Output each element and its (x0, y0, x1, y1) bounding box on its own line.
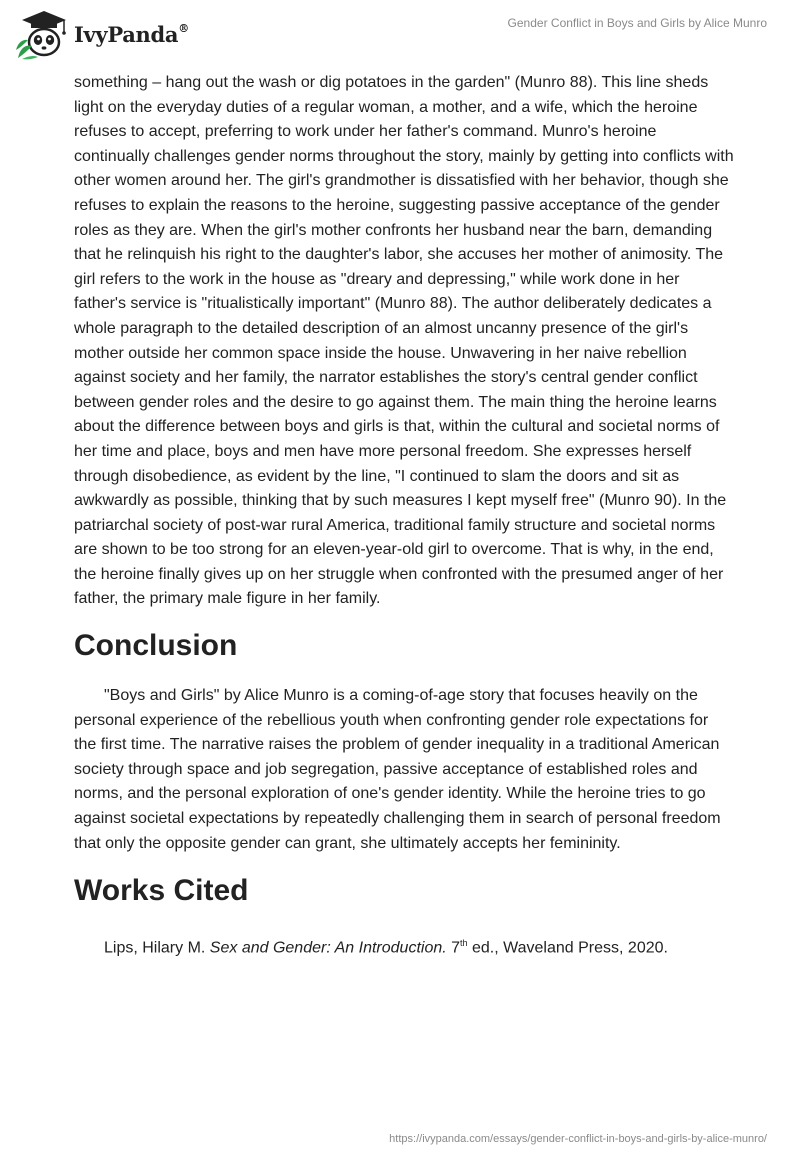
body-paragraph: something – hang out the wash or dig potatoes in the garden" (Munro 88). This line sheds light on the everyday duties of a regular woman, a mother, and a wife, which the heroine refuses to accept, preferring to work under her father's command. Munro's heroine continually challenges gender norms throughout the story, mainly by getting into conflicts with other women around her. The girl's grandmother is dissatisfied with her behavior, though she refuses to explain the reasons to the heroine, suggesting passive acceptance of the gender roles as they are. When the girl's mother confronts her husband near the barn, demanding that he relinquish his right to the daughter's labor, she accuses her mother of animosity. The girl refers to the work in the house as "dreary and depressing," while work done in her father's service is "ritualistically important" (Munro 88). The author deliberately dedicates a whole paragraph to the detailed description of an almost uncanny presence of the girl's mother outside her common space inside the house. Unwavering in her naive rebellion against society and her family, the narrator establishes the story's central gender conflict between gender roles and the desire to go against them. The main thing the heroine learns about the difference between boys and girls is that, within the cultural and societal norms of her time and place, boys and men have more personal freedom. She expresses herself through disobedience, as evident by the line, "I continued to slam the doors and sit as awkwardly as possible, thinking that by such measures I kept myself free" (Munro 90). In the patriarchal society of post-war rural America, traditional family structure and societal norms are shown to be too strong for an eleven-year-old girl to overcome. That is why, in the end, the heroine finally gives up on her struggle when confronted with the presumed anger of her father, the primary male figure in her family. (74, 74, 734, 608)
citation-title: Sex and Gender: An Introduction. (209, 939, 447, 957)
logo-wordmark (74, 22, 189, 47)
logo-text: IvyPanda (74, 21, 179, 47)
conclusion-heading: Conclusion (74, 629, 238, 663)
document-body (74, 71, 734, 977)
citation-author: Lips, Hilary M. (104, 939, 210, 957)
page-header (0, 0, 800, 70)
document-title: Gender Conflict in Boys and Girls by Alice Munro (507, 16, 767, 30)
citation-publisher: ed., Waveland Press, 2020. (467, 939, 668, 957)
citation-entry (74, 931, 734, 960)
registered-mark: ® (178, 21, 189, 35)
ivypanda-logo[interactable] (14, 8, 194, 60)
citation-edition: 7 (446, 939, 461, 957)
source-url-link[interactable]: https://ivypanda.com/essays/gender-conflict-in-boys-and-girls-by-alice-munro/ (389, 1133, 767, 1145)
works-cited-heading: Works Cited (74, 874, 249, 908)
conclusion-paragraph: "Boys and Girls" by Alice Munro is a coming-of-age story that focuses heavily on the personal experience of the rebellious youth when confronting gender role expectations for the first time. The narrative raises the problem of gender inequality in a traditional American society through space and job segregation, passive acceptance of established roles and norms, and the personal exploration of one's gender identity. While the heroine tries to go against societal expectations by repeatedly challenging them in search of personal freedom that only the opposite gender can grant, she ultimately accepts her femininity. (74, 687, 721, 852)
panda-graduate-icon (14, 8, 70, 60)
citation-edition-suffix: th (460, 938, 468, 949)
